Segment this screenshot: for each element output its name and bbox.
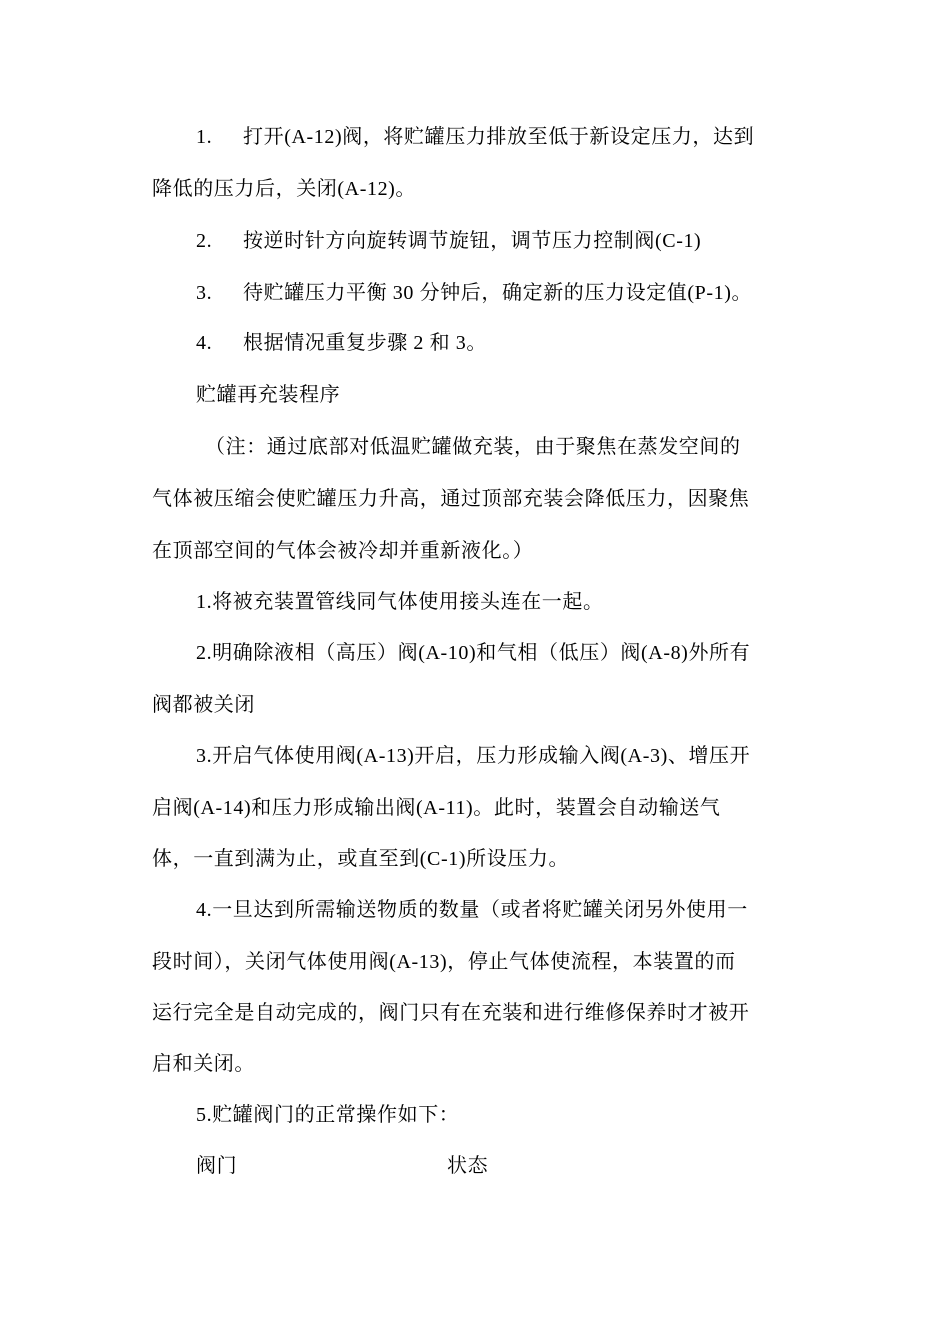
table-header-status: 状态 [447, 1155, 489, 1177]
refill-step-2-line-1: 2.明确除液相（高压）阀(A-10)和气相（低压）阀(A-8)外所有 [196, 642, 751, 664]
step-3-number: 3. [196, 282, 213, 304]
refill-step-3-line-1: 3.开启气体使用阀(A-13)开启，压力形成输入阀(A-3)、增压开 [196, 745, 751, 767]
refill-step-4-line-2: 段时间），关闭气体使用阀(A-13)，停止气体使流程，本装置的而 [152, 951, 736, 973]
step-2 [196, 228, 701, 254]
step-2-number: 2. [196, 230, 213, 252]
refill-step-4-line-3: 运行完全是自动完成的，阀门只有在充装和进行维修保养时才被开 [152, 1002, 750, 1024]
step-1-line-2: 降低的压力后，关闭(A-12)。 [152, 178, 417, 200]
step-4 [196, 330, 487, 356]
step-4-number: 4. [196, 332, 213, 354]
refill-step-2-line-2: 阀都被关闭 [152, 694, 255, 716]
step-1-line-1 [196, 124, 754, 150]
refill-step-4-line-1: 4.一旦达到所需输送物质的数量（或者将贮罐关闭另外使用一 [196, 899, 748, 921]
refill-step-4-line-4: 启和关闭。 [152, 1053, 255, 1075]
note-line-3: 在顶部空间的气体会被冷却并重新液化。） [152, 540, 534, 562]
refill-step-5: 5.贮罐阀门的正常操作如下： [196, 1104, 460, 1126]
step-3 [196, 280, 752, 306]
step-3-text: 待贮罐压力平衡 30 分钟后，确定新的压力设定值(P-1)。 [243, 282, 753, 304]
note-line-1: （注：通过底部对低温贮罐做充装，由于聚焦在蒸发空间的 [205, 436, 741, 458]
step-2-text: 按逆时针方向旋转调节旋钮，调节压力控制阀(C-1) [243, 230, 702, 252]
table-header-valve: 阀门 [196, 1155, 238, 1177]
step-4-text: 根据情况重复步骤 2 和 3。 [243, 332, 487, 354]
step-1-number: 1. [196, 126, 213, 148]
refill-heading: 贮罐再充装程序 [196, 384, 341, 406]
refill-step-1: 1.将被充装置管线同气体使用接头连在一起。 [196, 591, 604, 613]
refill-step-3-line-3: 体，一直到满为止，或直至到(C-1)所设压力。 [152, 848, 570, 870]
note-line-2: 气体被压缩会使贮罐压力升高，通过顶部充装会降低压力，因聚焦 [152, 488, 750, 510]
step-1-text: 打开(A-12)阀，将贮罐压力排放至低于新设定压力，达到 [243, 126, 755, 148]
refill-step-3-line-2: 启阀(A-14)和压力形成输出阀(A-11)。此时，装置会自动输送气 [152, 797, 721, 819]
